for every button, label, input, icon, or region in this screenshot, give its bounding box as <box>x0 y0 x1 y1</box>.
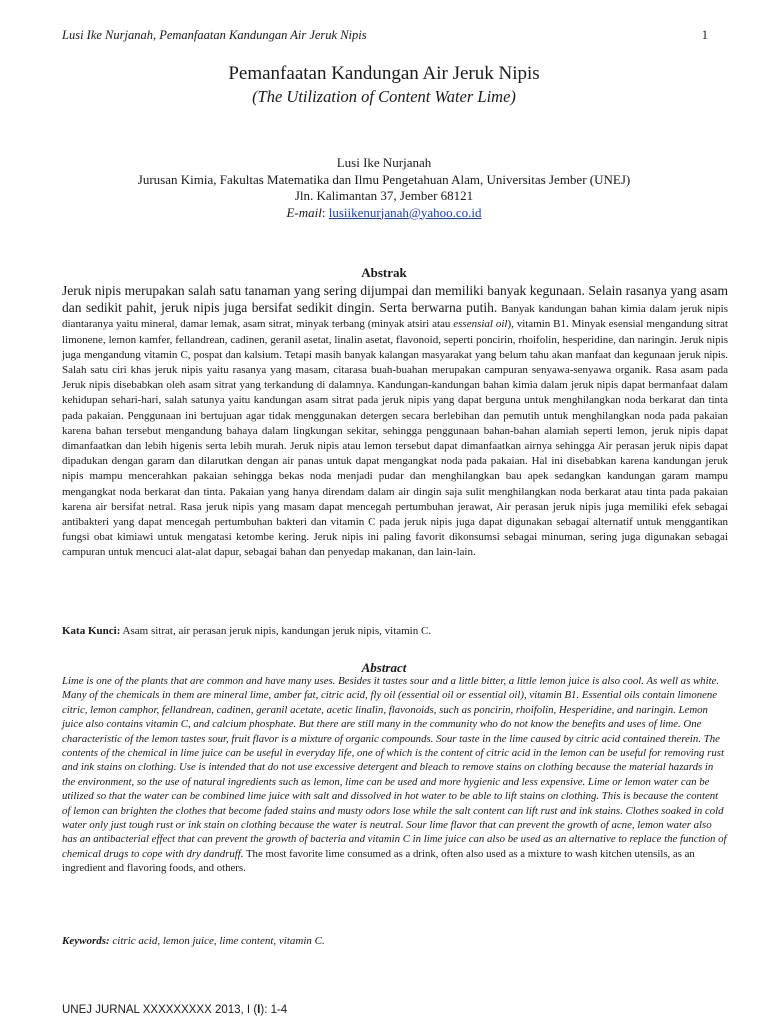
author-address: Jln. Kalimantan 37, Jember 68121 <box>294 188 474 203</box>
kata-kunci-value: Asam sitrat, air perasan jeruk nipis, kandungan jeruk nipis, vitamin C. <box>122 625 432 637</box>
abstract-body <box>62 674 728 876</box>
keywords <box>62 935 728 947</box>
footer-bold: I <box>257 1004 261 1016</box>
author-block <box>0 155 768 221</box>
email-link[interactable]: lusiikenurjanah@yahoo.co.id <box>328 204 482 220</box>
abstract-heading: Abstract <box>361 660 407 675</box>
footer-prefix: UNEJ JURNAL XXXXXXXXX 2013, I ( <box>62 1004 258 1016</box>
author-affiliation: Jurusan Kimia, Fakultas Matematika dan Ilmu Pengetahuan Alam, Universitas Jember (UNEJ) <box>137 171 631 187</box>
page-number: 1 <box>701 28 708 42</box>
abstrak-text-part1: Banyak kandungan bahan kimia dalam jeruk nipis diantaranya yaitu mineral, damar lemak, asam sitrat, minyak terbang (minyak atsiri atau <box>62 303 729 331</box>
journal-footer <box>62 1004 287 1016</box>
abstract-plain-text: The most favorite lime consumed as a drink, often also used as a mixture to wash kitchen utensils, as an ingredient and flavoring foods, and others. <box>62 847 695 875</box>
abstract-italic-text: Lime is one of the plants that are common and have many uses. Besides it tastes sour and a little bitter, a little lemon juice is also cool. As well as white. Many of the chemicals in them are mineral lime, amber fat, citric acid, fly oil (essential oil or essential oil), vitamin B1. Essential oils contain limonene citric, lemon camphor, fellandrean, cadinen, geranil acetate, acetic linalin, flavonoids, such as poncirin, rhoifolin, Hesperidine, and naringin. Lemon juice also contains vitamin C, and calcium phosphate. But there are still many in the community who do not know the benefits and uses of lime. One characteristic of the lemon tastes sour, fruit flavor is a mixture of organic compounds. Sour taste in the lime caused by citric acid contained therein. The contents of the chemical in lime juice can be useful in everyday life, one of which is the content of citric acid in the lemon can be useful for removing rust and ink stains on clothing. Use is intended that do not use excessive detergent and bleach to remove stains on clothing because the material hazards in the environment, so the use of natural ingredients such as lemon, lime can be used and more hygienic and less expensive. Lime or lemon water can be utilized so that the water can be combined lime juice with salt and dissolved in hot water to be able to lift stains on clothing. This is because the content of lemon can brighten the clothes that become faded stains and musty odors lose while the salt content can lift rust and ink stains. Clothes soaked in cold water only just tough rust or ink stain on clothing because the water is neutral. Sour lime flavor that can prevent the growth of acne, lemon water also has an antibacterial effect that can prevent the growth of bacteria and vitamin C in lime juice can also be used as an alternative to replace the function of chemical drugs to cope with dry dandruff. <box>62 675 727 860</box>
abstrak-lead: Jeruk nipis merupakan salah satu tanaman yang sering dijumpai dan memiliki banyak kegunaan. Selain rasanya yang asam dan sedikit pahit, jeruk nipis juga bersifat sedikit dingin. Serta berwarna putih. <box>62 283 728 316</box>
kata-kunci-label: Kata Kunci: <box>62 625 121 637</box>
abstrak-italic-term: essensial oil <box>453 318 508 331</box>
keywords-label: Keywords: <box>62 935 110 947</box>
abstrak-heading: Abstrak <box>361 265 407 280</box>
paper-title-english: (The Utilization of Content Water Lime) <box>252 87 516 106</box>
paper-title: Pemanfaatan Kandungan Air Jeruk Nipis <box>228 63 540 84</box>
title-block <box>0 62 768 108</box>
keywords-value: citric acid, lemon juice, lime content, vitamin C. <box>112 935 325 947</box>
abstrak-text-part2: ), vitamin B1. Minyak esensial mengandung sitrat limonene, lemon kamfer, fellandrean, cadinen, geranil asetat, linalin asetat, flavonoid, seperti poncirin, rhoifolin, hesperidine, dan naringin. Jeruk nipis juga mengandung vitamin C, pospat dan kalsium. Tetapi masih banyak kalangan masyarakat yang belum tahu akan manfaat dan kegunaan jeruk nipis. Salah satu ciri khas jeruk nipis yaitu rasanya yang masam, citarasa buah-buahan merupakan campuran senyawa-senyawa organik. Rasa asam pada Jeruk nipis disebabkan oleh asam sitrat yang terkandung di dalamnya. Kandungan-kandungan bahan kimia dalam jeruk nipis dapat bermanfaat dalam kehidupan sehari-hari, salah satunya yaitu kandungan asam sitrat pada jeruk nipis yang dapat berguna untuk menghilangkan noda berkarat dan tinta pada pakaian. Penggunaan ini bertujuan agar tidak menggunakan detergen secara berlebihan dan pemutih untuk menghilangkan noda pada pakaian karena bahan tersebut mengandung bahaya dalam lingkungan sekitar, sehingga penggunaan bahan-bahan alamiah seperti lemon, jeruk nipis dapat dimanfaatkan dan lebih higenis serta lebih murah. Jeruk nipis atau lemon tersebut dapat dimanfaatkan airnya sehingga Air perasan jeruk nipis dapat dipadukan dengan garam dan dilarutkan dengan air panas untuk dapat mengangkat noda pada pakaian. Hal ini disebabkan karena kandungan jeruk nipis mampu mencerahkan pakaian sehingga bekas noda menjadi pudar dan menghilangkan bau apek sedangkan kandungan garam mampu mengangkat noda berkarat dan tinta. Pakaian yang hanya direndam dalam air dingin saja sulit menghilangkan noda berkarat atau tinta pada pakaian karena air bersifat netral. Rasa jeruk nipis yang masam dapat mencegah pertumbuhan jerawat, Air perasan jeruk nipis juga memiliki efek sebagai antibakteri yang dapat mencegah pertumbuhan bakteri dan vitamin C pada jeruk nipis juga dapat digunakan sebagai alternatif untuk menggantikan fungsi obat kimiawi untuk mengatasi ketombe kering. Jeruk nipis ini paling favorit dikonsumsi sebagai minuman, sering juga digunakan sebagai campuran untuk mencuci alat-alat dapur, sebagai bahan dan penyedap makanan, dan lain-lain. <box>62 318 728 559</box>
footer-suffix: ): 1-4 <box>260 1004 288 1016</box>
abstrak-body <box>62 283 728 561</box>
running-head: Lusi Ike Nurjanah, Pemanfaatan Kandungan Air Jeruk Nipis <box>62 28 367 42</box>
email-label: E-mail <box>286 204 322 220</box>
author-email-line: E-mail: lusiikenurjanah@yahoo.co.id <box>286 204 482 220</box>
kata-kunci <box>62 625 728 637</box>
author-name: Lusi Ike Nurjanah <box>336 155 432 170</box>
